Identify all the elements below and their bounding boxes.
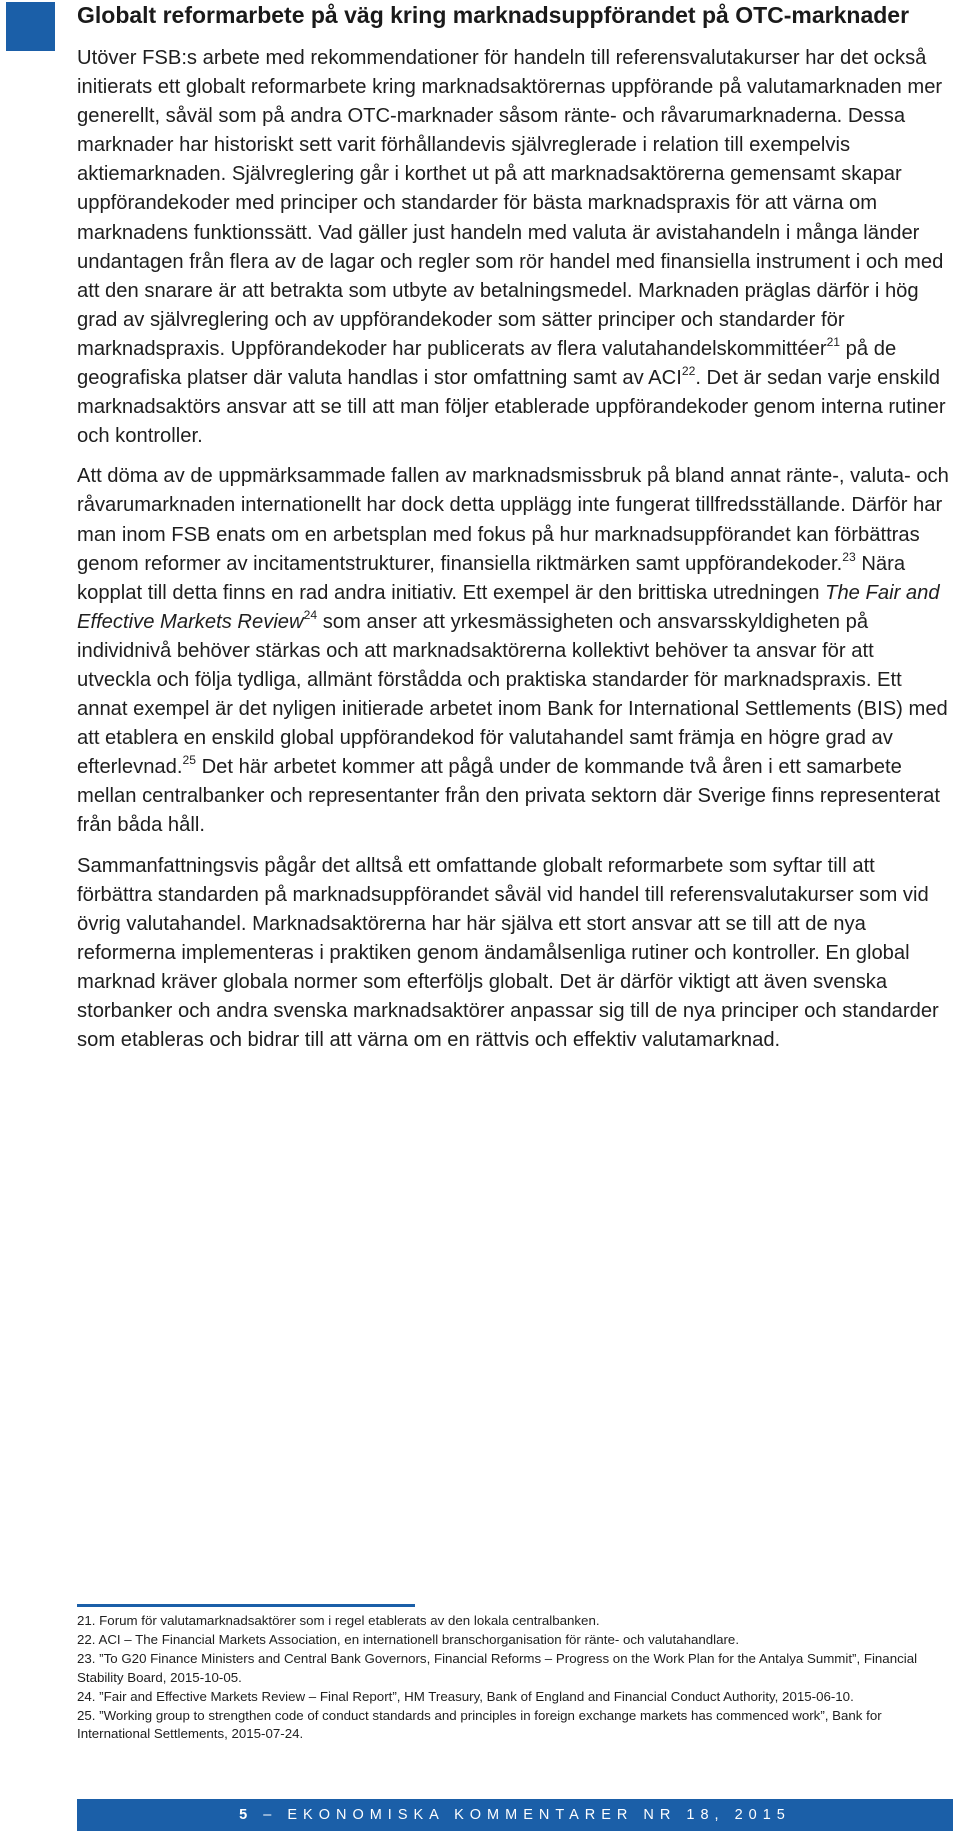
footer-bar bbox=[77, 1799, 953, 1831]
footnote-divider bbox=[77, 1604, 415, 1607]
section-title: Globalt reformarbete på väg kring marknadsuppförandet på OTC-marknader bbox=[77, 2, 910, 28]
footnote-ref-21[interactable]: 21 bbox=[826, 334, 841, 349]
footer-separator: – bbox=[263, 1807, 278, 1823]
paragraph-1-text-2: på de geografiska platser där valuta handlas i stor omfattning samt av ACI bbox=[77, 337, 897, 390]
paragraph-1-text-1: Utöver FSB:s arbete med rekommendationer för handeln till referensvalutakurser har det också initierats ett globalt reformarbete kring marknadsaktörernas uppförande på valutamarknaden mer generellt, såväl som på andra OTC-marknader såsom ränte- och råvarumarknaderna. Dessa marknader har historiskt sett varit förhållandevis självreglerade i relation till exempelvis aktiemarknaden. Självreglering går i korthet ut på att marknadsaktörerna gemensamt skapar uppförandekoder med principer och standarder för bästa marknadspraxis för att värna om marknadens funktionssätt. Vad gäller just handeln med valuta är avistahandeln i många länder undantagen från flera av de lagar och regler som rör handel med finansiella instrument i och med att den snarare är att betrakta som utbyte av betalningsmedel. Marknaden präglas därför i hög grad av självreglering och av uppförandekoder som sätter principer och standarder för marknadspraxis. Uppförandekoder har publicerats av flera valutahandelskommittéer bbox=[77, 47, 944, 360]
paragraph-3-text-1: Sammanfattningsvis pågår det alltså ett omfattande globalt reformarbete som syftar till att förbättra standarden på marknadsuppförandet såväl vid handel till referensvalutakurser som vid övrig valutahandel. Marknadsaktörerna har här själva ett stort ansvar att se till att de nya reformerna implementeras i praktiken genom ändamålsenliga rutiner och kontroller. En global marknad kräver globala normer som efterföljs globalt. Det är därför viktigt att även svenska storbanker och andra svenska marknadsaktörer anpassar sig till de nya principer och standarder som etableras och bidrar till att värna om en rättvis och effektiv valutamarknad. bbox=[77, 854, 939, 1052]
paragraph-2-text-4: Det här arbetet kommer att pågå under de kommande två åren i ett samarbete mellan centralbanker och representanter från den privata sektorn där Sverige finns representerat från båda håll. bbox=[77, 756, 940, 837]
section-marker-square bbox=[6, 2, 55, 51]
footnote-21: 21. Forum för valutamarknadsaktörer som i regel etablerats av den lokala centralbanken. bbox=[77, 1613, 600, 1628]
footer-text bbox=[77, 1799, 953, 1831]
paragraph-1 bbox=[77, 44, 953, 451]
footnote-24: 24. ”Fair and Effective Markets Review – Final Report”, HM Treasury, Bank of England and Financial Conduct Authority, 2015-06-10. bbox=[77, 1688, 854, 1704]
paragraph-3 bbox=[77, 852, 953, 1056]
paragraph-2-text-3: som anser att yrkesmässigheten och ansvarsskyldigheten på individnivå behöver stärkas och att marknadsaktörerna kollektivt behöver ta ansvar för att utveckla och följa tydliga, allmänt förstådda och praktiska standarder för marknadspraxis. Ett annat exempel är det nyligen initierade arbetet inom Bank for International Settlements (BIS) med att etablera en enskild global uppförandekod för valutahandel samt främja en högre grad av efterlevnad. bbox=[77, 610, 948, 779]
footnote-ref-23[interactable]: 23 bbox=[842, 549, 856, 564]
footnote-23: 23. ”To G20 Finance Ministers and Central Bank Governors, Financial Reforms – Progress on the Work Plan for the Antalya Summit”, Financial Stability Board, 2015-10-05. bbox=[77, 1651, 918, 1685]
article-body bbox=[77, 44, 953, 1066]
publication-name: EKONOMISKA KOMMENTARER NR 18, 2015 bbox=[287, 1807, 791, 1823]
footnote-25: 25. ”Working group to strengthen code of conduct standards and principles in foreign exchange markets has commenced work”, Bank for International Settlements, 2015-07-24. bbox=[77, 1707, 882, 1741]
footnotes bbox=[77, 1612, 953, 1744]
report-title-italic: The Fair and Effective Markets Review bbox=[77, 581, 940, 633]
footnote-ref-25[interactable]: 25 bbox=[182, 753, 196, 768]
paragraph-2 bbox=[77, 462, 953, 840]
footnote-ref-22[interactable]: 22 bbox=[681, 363, 696, 378]
footnote-22: 22. ACI – The Financial Markets Association, en internationell branschorganisation för ränte- och valutahandlare. bbox=[77, 1632, 740, 1647]
paragraph-2-text-2: Nära kopplat till detta finns en rad andra initiativ. Ett exempel är den brittiska utredningen bbox=[77, 552, 906, 604]
paragraph-2-text-1: Att döma av de uppmärksammade fallen av marknadsmissbruk på bland annat ränte-, valuta- och råvarumarknaden internationellt har dock detta upplägg inte fungerat tillfredsställande. Därför har man inom FSB enats om en arbetsplan med fokus på hur marknadsuppförandet kan förbättras genom reformer av incitamentstrukturer, finansiella riktmärken samt uppförandekoder. bbox=[77, 465, 949, 575]
page-number: 5 bbox=[239, 1807, 254, 1823]
paragraph-1-text-3: . Det är sedan varje enskild marknadsaktörs ansvar att se till att man följer etablerade uppförandekoder genom interna rutiner och kontroller. bbox=[77, 367, 946, 448]
footnote-ref-24[interactable]: 24 bbox=[303, 607, 318, 622]
